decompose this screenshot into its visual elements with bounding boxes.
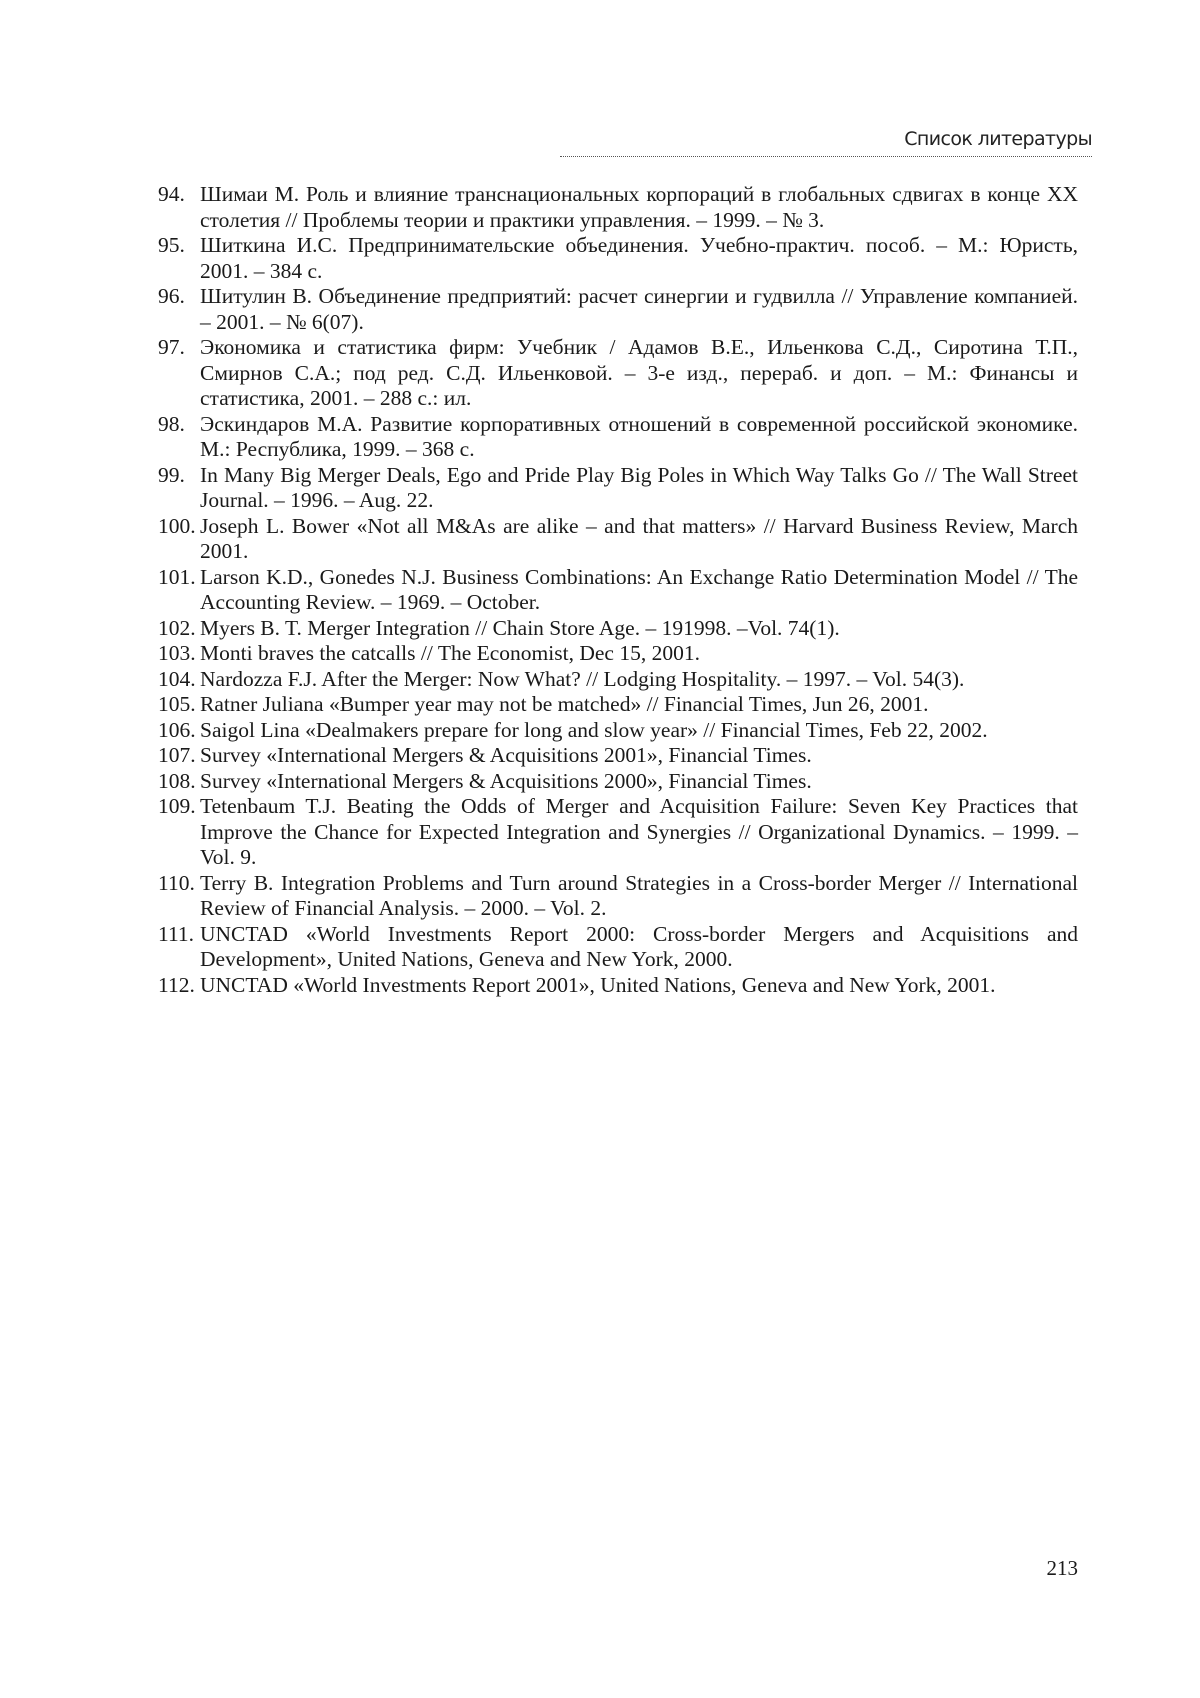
reference-item-104 [158,667,1078,693]
reference-number: 105. [158,692,196,716]
reference-text: Joseph L. Bower «Not all M&As are alike – and that matters» // Harvard Business Review, March 2001. [200,513,1078,563]
reference-item-96 [158,284,1078,335]
reference-number: 108. [158,768,196,793]
reference-item-97 [158,335,1078,412]
page-number: 213 [1046,1556,1078,1580]
reference-text: Ratner Juliana «Bumper year may not be matched» // Financial Times, Jun 26, 2001. [200,692,929,716]
reference-number: 98. [158,411,185,436]
reference-item-101 [158,565,1078,616]
reference-number: 100. [158,513,196,538]
reference-number: 106. [158,717,196,742]
reference-item-108 [158,769,1078,795]
reference-text: Шиткина И.С. Предпринимательские объединения. Учебно-практич. пособ. – М.: Юристь, 2001. – 384 с. [200,233,1078,283]
reference-item-105 [158,692,1078,718]
reference-text: Эскиндаров М.А. Развитие корпоративных отношений в современной российской экономике. М.: Республика, 1999. – 368 с. [200,411,1078,461]
reference-number: 103. [158,641,196,665]
reference-text: Myers B. T. Merger Integration // Chain Store Age. – 191998. –Vol. 74(1). [200,615,840,640]
reference-text: Survey «International Mergers & Acquisitions 2001», Financial Times. [200,743,812,767]
reference-number: 99. [158,462,185,487]
reference-number: 94. [158,182,185,206]
reference-item-102 [158,616,1078,642]
reference-item-106 [158,718,1078,744]
reference-text: Nardozza F.J. After the Merger: Now What? // Lodging Hospitality. – 1997. – Vol. 54(3). [200,666,965,691]
reference-number: 97. [158,335,185,359]
reference-text: Шимаи М. Роль и влияние транснациональных корпораций в глобальных сдвигах в конце XX столетия // Проблемы теории и практики управления. – 1999. – № 3. [200,182,1078,232]
reference-item-94 [158,182,1078,233]
reference-text: UNCTAD «World Investments Report 2001», United Nations, Geneva and New York, 2001. [200,972,996,997]
reference-list [158,182,1078,998]
reference-item-111 [158,922,1078,973]
reference-number: 104. [158,666,196,691]
reference-text: Saigol Lina «Dealmakers prepare for long and slow year» // Financial Times, Feb 22, 2002. [200,717,988,742]
reference-text: Larson K.D., Gonedes N.J. Business Combinations: An Exchange Ratio Determination Model // The Accounting Review. – 1969. – October. [200,564,1078,614]
reference-number: 109. [158,794,196,818]
reference-text: In Many Big Merger Deals, Ego and Pride Play Big Poles in Which Way Talks Go // The Wall Street Journal. – 1996. – Aug. 22. [200,462,1078,512]
reference-item-98 [158,412,1078,463]
reference-number: 95. [158,233,185,257]
reference-text: Шитулин В. Объединение предприятий: расчет синергии и гудвилла // Управление компанией. – 2001. – № 6(07). [200,284,1078,334]
reference-item-103 [158,641,1078,667]
reference-item-112 [158,973,1078,999]
reference-text: Tetenbaum T.J. Beating the Odds of Merger and Acquisition Failure: Seven Key Practices that Improve the Chance for Expected Integration and Synergies // Organizational Dynamics. – 1999. – Vol. 9. [200,794,1078,869]
reference-number: 101. [158,564,196,589]
reference-number: 112. [158,972,195,997]
reference-text: Survey «International Mergers & Acquisitions 2000», Financial Times. [200,768,812,793]
reference-item-99 [158,463,1078,514]
reference-number: 110. [158,870,195,895]
reference-text: Экономика и статистика фирм: Учебник / Адамов В.Е., Ильенкова С.Д., Сиротина Т.П., Смирнов С.А.; под ред. С.Д. Ильенковой. – 3-е изд., перераб. и доп. – М.: Финансы и статистика, 2001. – 288 с.: ил. [200,335,1078,410]
reference-item-110 [158,871,1078,922]
reference-item-107 [158,743,1078,769]
reference-text: UNCTAD «World Investments Report 2000: Cross-border Mergers and Acquisitions and Development», United Nations, Geneva and New York, 2000. [200,921,1078,971]
reference-text: Terry B. Integration Problems and Turn around Strategies in a Cross-border Merger // International Review of Financial Analysis. – 2000. – Vol. 2. [200,870,1078,920]
reference-number: 107. [158,743,196,767]
running-header: Список литературы [560,128,1092,157]
reference-text: Monti braves the catcalls // The Economist, Dec 15, 2001. [200,641,700,665]
reference-item-100 [158,514,1078,565]
reference-item-109 [158,794,1078,871]
reference-number: 111. [158,921,195,946]
reference-number: 96. [158,284,185,308]
reference-number: 102. [158,615,196,640]
reference-item-95 [158,233,1078,284]
